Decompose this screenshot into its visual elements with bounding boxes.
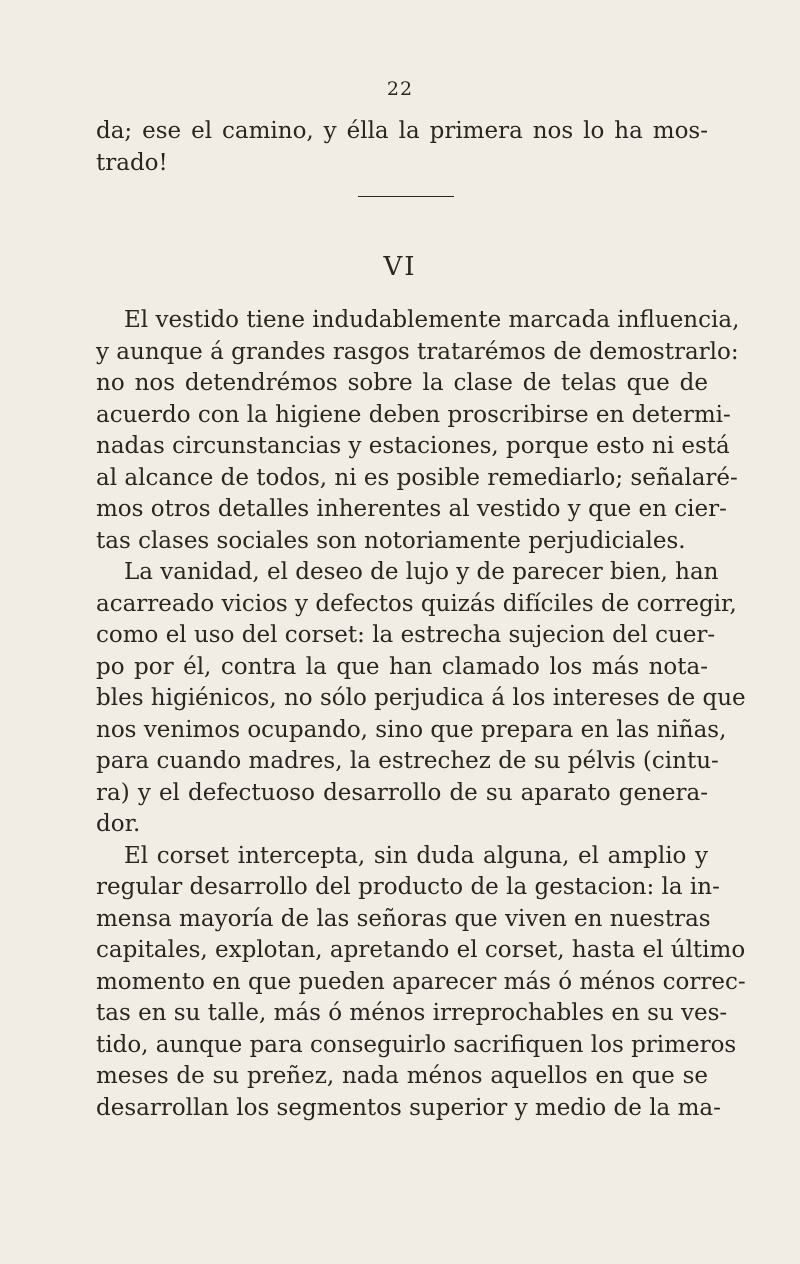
text-line: mensa mayoría de las señoras que viven en nuestras <box>96 905 711 932</box>
body-text <box>96 305 746 1124</box>
text-line: no nos detendrémos sobre la clase de telas que de <box>96 370 708 396</box>
text-line: El vestido tiene indudablemente marcada influencia, <box>124 307 740 333</box>
text-line: dor. <box>96 811 141 837</box>
text-line: momento en que pueden aparecer más ó ménos correc- <box>96 968 746 995</box>
text-line: po por él, contra la que han clamado los más nota- <box>96 653 708 680</box>
section-heading: VI <box>383 252 417 282</box>
text-line: al alcance de todos, ni es posible remediarlo; señalaré- <box>96 464 738 491</box>
text-line: tido, aunque para conseguirlo sacrifiquen los primeros <box>96 1031 737 1058</box>
text-line: regular desarrollo del producto de la gestacion: la in- <box>96 874 720 900</box>
opening-paragraph <box>96 116 708 179</box>
text-line: para cuando madres, la estrechez de su pélvis (cintu- <box>96 748 719 774</box>
text-line: mos otros detalles inherentes al vestido y que en cier- <box>96 496 727 522</box>
text-line: desarrollan los segmentos superior y medio de la ma- <box>96 1094 721 1121</box>
text-line: ra) y el defectuoso desarrollo de su aparato genera- <box>96 779 708 806</box>
text-line: acuerdo con la higiene deben proscribirse en determi- <box>96 401 731 428</box>
text-line: El corset intercepta, sin duda alguna, el amplio y <box>124 842 708 869</box>
text-line: tas en su talle, más ó ménos irreprochables en su ves- <box>96 1000 728 1026</box>
text-line: trado! <box>96 149 168 176</box>
text-line: acarreado vicios y defectos quizás difíciles de corregir, <box>96 590 737 617</box>
text-line: y aunque á grandes rasgos tratarémos de demostrarlo: <box>96 338 739 365</box>
section-divider <box>358 196 454 197</box>
text-line: La vanidad, el deseo de lujo y de parecer bien, han <box>124 559 719 585</box>
text-line: como el uso del corset: la estrecha sujecion del cuer- <box>96 622 716 648</box>
text-line: bles higiénicos, no sólo perjudica á los intereses de que <box>96 685 746 711</box>
text-line: da; ese el camino, y élla la primera nos lo ha mos- <box>96 118 708 144</box>
text-line: nadas circunstancias y estaciones, porque esto ni está <box>96 433 730 459</box>
text-line: tas clases sociales son notoriamente perjudiciales. <box>96 527 686 554</box>
text-line: nos venimos ocupando, sino que prepara en las niñas, <box>96 716 727 743</box>
page-number: 22 <box>386 78 414 100</box>
text-line: meses de su preñez, nada ménos aquellos en que se <box>96 1063 708 1089</box>
text-line: capitales, explotan, apretando el corset, hasta el último <box>96 937 746 963</box>
